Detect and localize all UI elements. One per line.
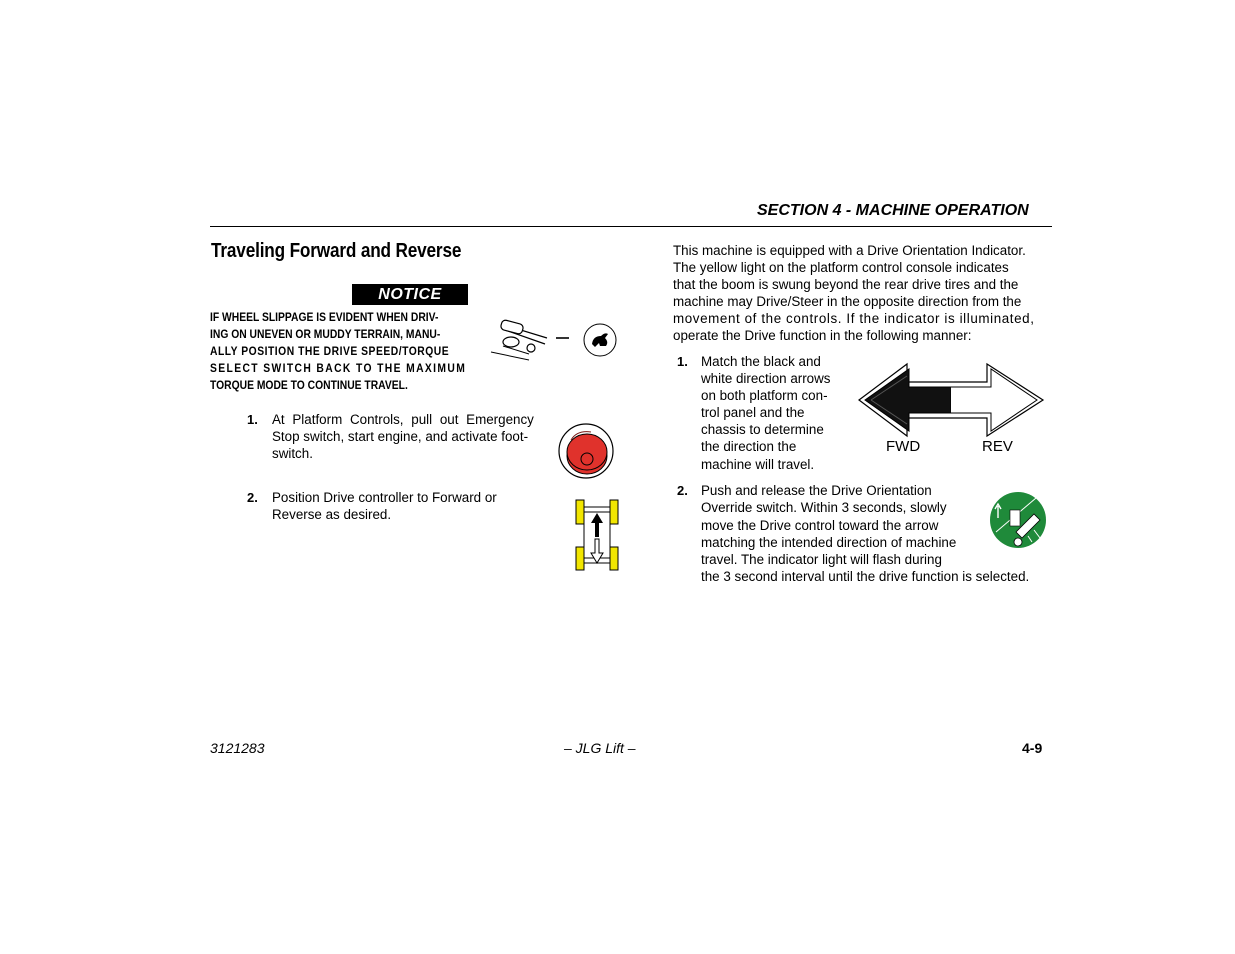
step-line: At Platform Controls, pull out Emergency (272, 412, 534, 427)
step-line: Reverse as desired. (272, 507, 392, 522)
step-line: on both platform con- (701, 388, 828, 403)
drive-orientation-override-icon (988, 490, 1048, 550)
page-number: 4-9 (1022, 740, 1043, 756)
intro-line: machine may Drive/Steer in the opposite direction from the (673, 294, 1022, 309)
header-rule (210, 226, 1052, 227)
footer-center: – JLG Lift – (564, 740, 636, 756)
intro-line: movement of the controls. If the indicator is illuminated, (673, 311, 1035, 326)
step-line: travel. The indicator light will flash during (701, 552, 942, 567)
fwd-label: FWD (886, 438, 921, 455)
step-line: Stop switch, start engine, and activate foot- (272, 429, 529, 444)
section-header: SECTION 4 - MACHINE OPERATION (757, 202, 1029, 219)
intro-line: that the boom is swung beyond the rear drive tires and the (673, 277, 1019, 292)
doc-number: 3121283 (210, 740, 265, 756)
step-line: Push and release the Drive Orientation (701, 483, 932, 498)
intro-line: The yellow light on the platform control console indicates (673, 260, 1009, 275)
step-line: machine will travel. (701, 457, 815, 472)
step-line: trol panel and the (701, 405, 805, 420)
step-line: Match the black and (701, 354, 821, 369)
step-number: 1. (247, 412, 258, 427)
step-line: Override switch. Within 3 seconds, slowly (701, 500, 947, 515)
notice-line: ALLY POSITION THE DRIVE SPEED/TORQUE (210, 344, 450, 358)
step-line: the direction the (701, 439, 797, 454)
notice-line: ING ON UNEVEN OR MUDDY TERRAIN, MANU- (210, 327, 441, 341)
rev-label: REV (982, 438, 1013, 455)
step-number: 2. (247, 490, 258, 505)
speed-torque-switch-icon (489, 316, 619, 364)
emergency-stop-icon (557, 420, 615, 482)
step-line: switch. (272, 446, 313, 461)
step-line: move the Drive control toward the arrow (701, 518, 939, 533)
page-title: Traveling Forward and Reverse (211, 240, 462, 262)
notice-line: SELECT SWITCH BACK TO THE MAXIMUM (210, 361, 467, 375)
step-line: Position Drive controller to Forward or (272, 490, 497, 505)
intro-line: operate the Drive function in the following manner: (673, 328, 972, 343)
step-line: chassis to determine (701, 422, 824, 437)
step-line: white direction arrows (701, 371, 831, 386)
intro-line: This machine is equipped with a Drive Orientation Indicator. (673, 243, 1026, 258)
notice-line: IF WHEEL SLIPPAGE IS EVIDENT WHEN DRIV- (210, 310, 439, 324)
notice-badge: NOTICE (352, 284, 468, 305)
fwd-rev-direction-arrow-icon (857, 360, 1045, 440)
notice-line: TORQUE MODE TO CONTINUE TRAVEL. (210, 378, 408, 392)
step-line: matching the intended direction of machine (701, 535, 957, 550)
drive-chassis-icon (573, 497, 621, 573)
step-number: 2. (677, 483, 688, 498)
step-line: the 3 second interval until the drive function is selected. (701, 569, 1030, 584)
step-number: 1. (677, 354, 688, 369)
